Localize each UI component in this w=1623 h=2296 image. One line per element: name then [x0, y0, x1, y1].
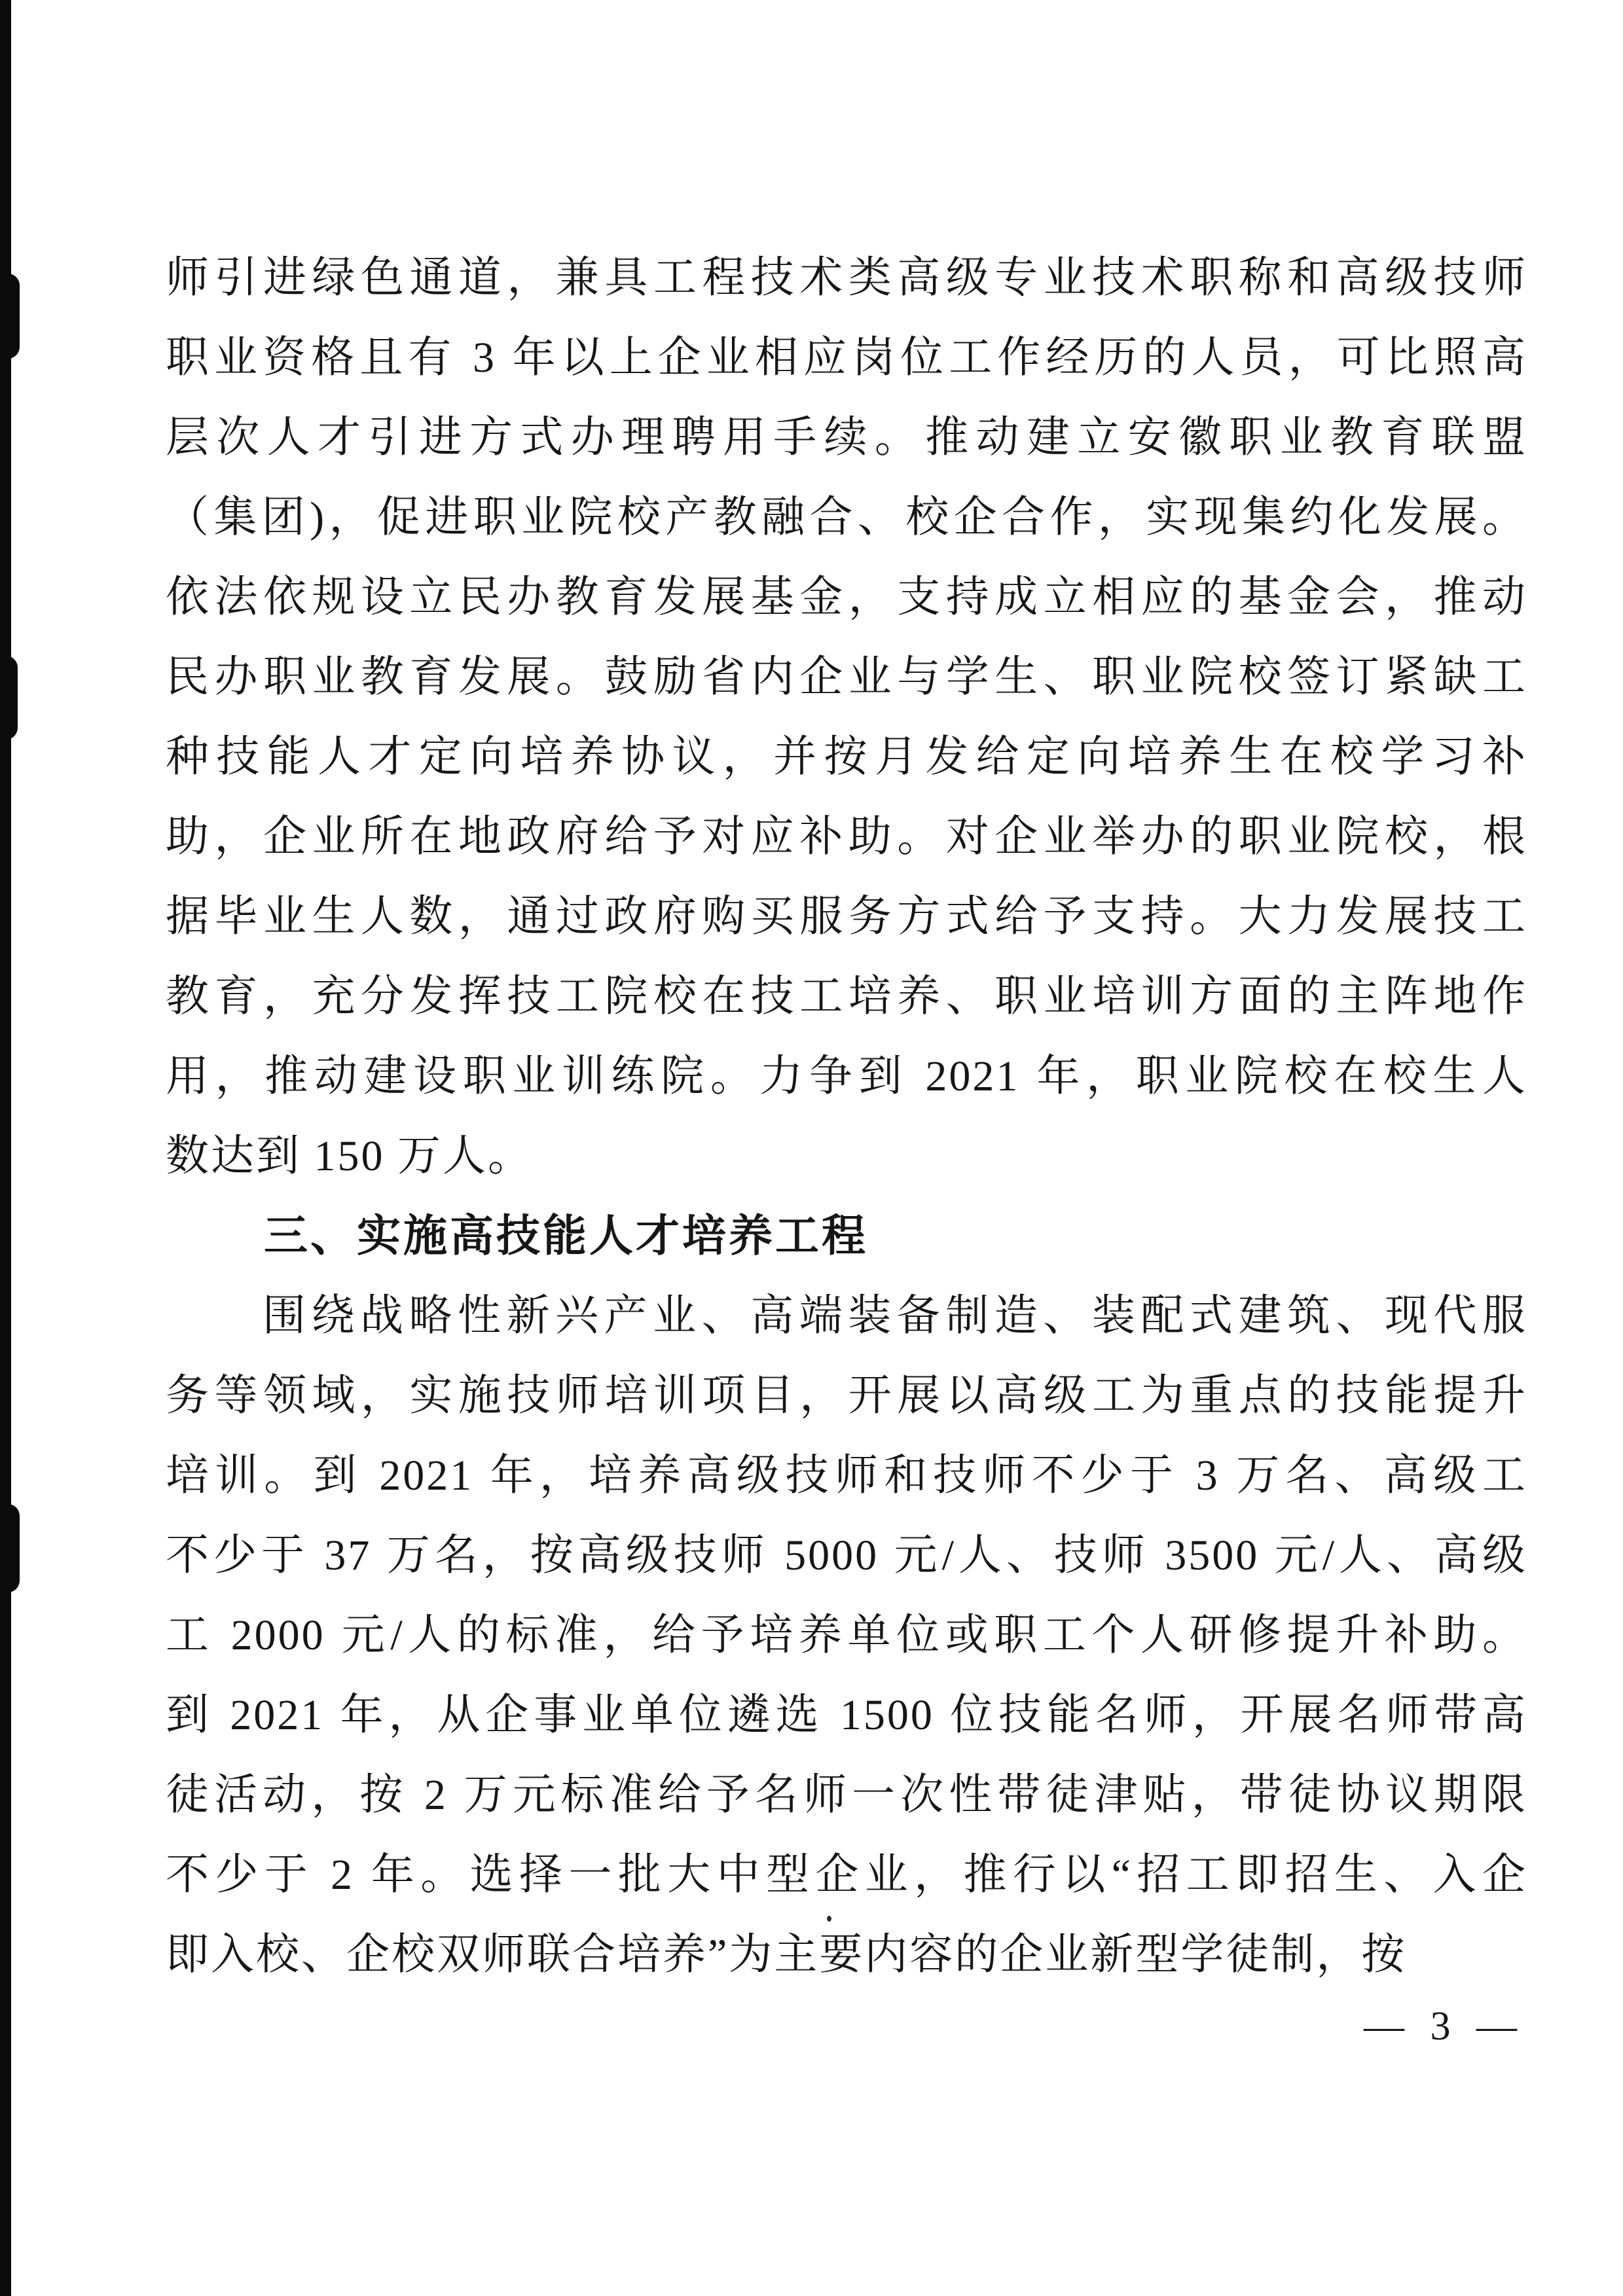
- text-line: 层次人才引进方式办理聘用手续。推动建立安徽职业教育联盟: [166, 414, 1527, 461]
- text-line: 师引进绿色通道，兼具工程技术类高级专业技术职称和高级技师: [166, 254, 1527, 302]
- text-line: 围绕战略性新兴产业、高端装备制造、装配式建筑、现代服: [263, 1292, 1527, 1340]
- text-line: 工 2000 元/人的标准，给予培养单位或职工个人研修提升补助。: [166, 1611, 1527, 1659]
- text-line: 培训。到 2021 年，培养高级技师和技师不少于 3 万名、高级工: [166, 1452, 1527, 1499]
- text-line: 据毕业生人数，通过政府购买服务方式给予支持。大力发展技工: [166, 893, 1527, 941]
- scan-smudge-artifact: [0, 1504, 20, 1592]
- text-line: 教育，充分发挥技工院校在技工培养、职业培训方面的主阵地作: [166, 973, 1527, 1020]
- scan-smudge-artifact: [0, 656, 18, 740]
- text-line: 数达到 150 万人。: [166, 1132, 533, 1180]
- text-line: 依法依规设立民办教育发展基金，支持成立相应的基金会，推动: [166, 573, 1527, 621]
- text-line: 职业资格且有 3 年以上企业相应岗位工作经历的人员，可比照高: [166, 334, 1527, 382]
- scan-dot-artifact: [827, 1916, 831, 1922]
- page-number: — 3 —: [1364, 2004, 1525, 2049]
- text-line: 务等领域，实施技师培训项目，开展以高级工为重点的技能提升: [166, 1372, 1527, 1420]
- text-line: 用，推动建设职业训练院。力争到 2021 年，职业院校在校生人: [166, 1052, 1527, 1100]
- scan-smudge-artifact: [0, 274, 20, 359]
- text-line: 徒活动，按 2 万元标准给予名师一次性带徒津贴，带徒协议期限: [166, 1771, 1527, 1819]
- section-heading: 三、实施高技能人才培养工程: [264, 1211, 868, 1261]
- text-line: 不少于 2 年。选择一批大中型企业，推行以“招工即招生、入企: [166, 1851, 1527, 1899]
- document-body: [166, 238, 1527, 1995]
- text-line: 不少于 37 万名，按高级技师 5000 元/人、技师 3500 元/人、高级: [166, 1532, 1527, 1579]
- text-line: 民办职业教育发展。鼓励省内企业与学生、职业院校签订紧缺工: [166, 653, 1527, 701]
- text-line: 到 2021 年，从企事业单位遴选 1500 位技能名师，开展名师带高: [166, 1691, 1527, 1739]
- text-line: 助，企业所在地政府给予对应补助。对企业举办的职业院校，根: [166, 813, 1527, 861]
- text-line: 种技能人才定向培养协议，并按月发给定向培养生在校学习补: [166, 733, 1527, 781]
- text-line: 即入校、企校双师联合培养”为主要内容的企业新型学徒制，按: [166, 1931, 1407, 1979]
- text-line: （集团)，促进职业院校产教融合、校企合作，实现集约化发展。: [166, 493, 1527, 541]
